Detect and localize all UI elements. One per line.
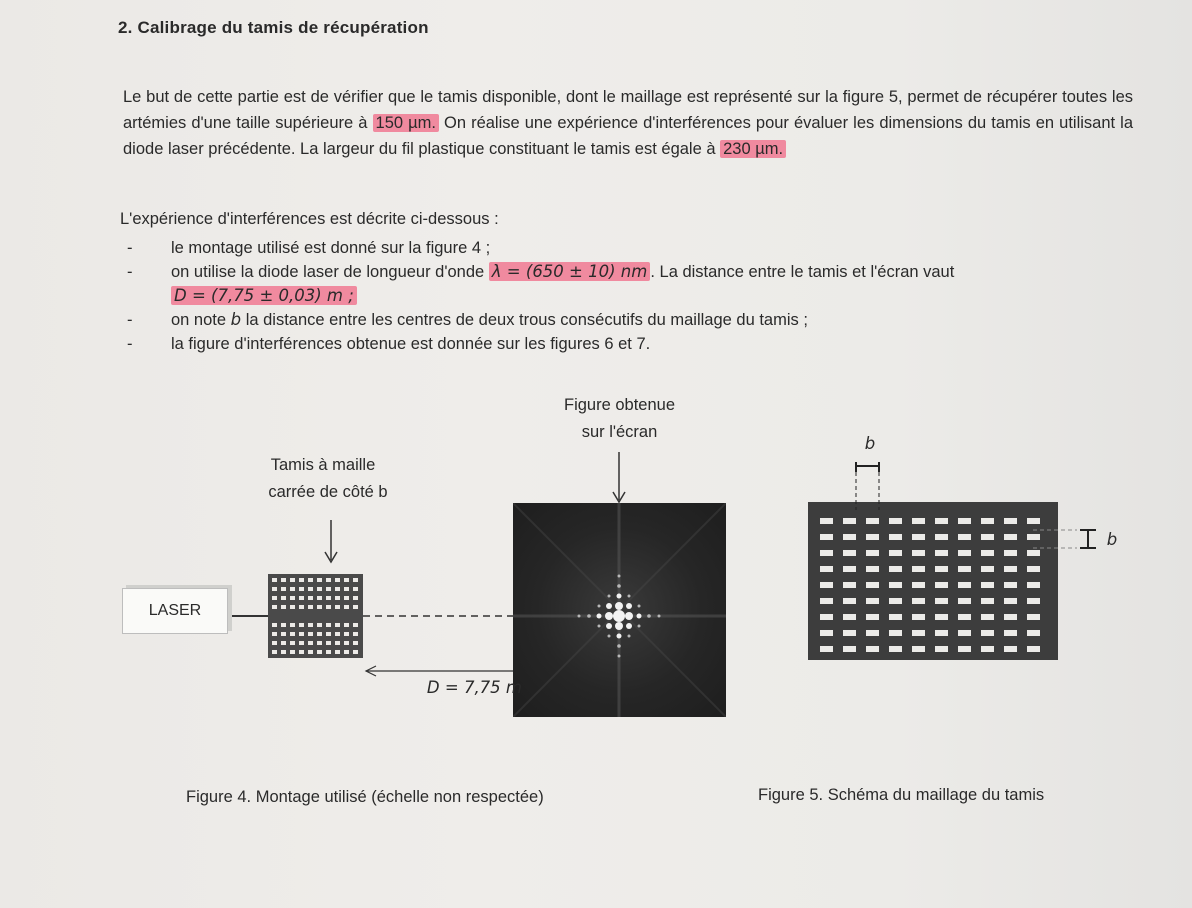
b-label-top: b <box>864 434 876 453</box>
figure-5-caption: Figure 5. Schéma du maillage du tamis <box>758 786 1045 804</box>
paragraph-text-2: On réalise une expérience d'interférences pour évaluer les dimensions du tamis en utilisant la diode laser précédente. La largeur du fil plastique constituant le tamis est égale à <box>123 114 1133 158</box>
distance-value: D = 7,75 m <box>426 678 522 697</box>
laser-label: LASER <box>148 602 202 619</box>
sieve-grid <box>268 574 363 658</box>
intro-paragraph <box>123 84 1133 162</box>
list-item: - on note b la distance entre les centres de deux trous consécutifs du maillage du tamis ; <box>127 310 808 329</box>
highlight-lambda: λ = (650 ± 10) nm <box>489 262 651 281</box>
figure-4-setup <box>118 388 738 806</box>
list-item-text: on note <box>171 311 231 329</box>
figure-5-mesh <box>758 430 1130 804</box>
screen-label-line1: Figure obtenue <box>564 396 675 414</box>
variable-b: b <box>230 310 242 329</box>
sieve-label-line1: Tamis à maille <box>270 456 376 474</box>
list-item-text: la distance entre les centres de deux trous consécutifs du maillage du tamis ; <box>241 311 808 329</box>
screen-pattern <box>513 503 726 717</box>
figure-4-caption: Figure 4. Montage utilisé (échelle non respectée) <box>186 788 544 806</box>
paragraph-text-1: Le but de cette partie est de vérifier que le tamis disponible, dont le maillage est représenté sur la figure 5, permet de récupérer toutes les artémies d'une taille supérieure à <box>123 88 1133 132</box>
highlight-distance: D = (7,75 ± 0,03) m ; <box>171 286 357 305</box>
list-item-text: la figure d'interférences obtenue est donnée sur les figures 6 et 7. <box>171 335 651 353</box>
list-item: - le montage utilisé est donné sur la figure 4 ; <box>127 239 491 257</box>
sieve-label-line2: carrée de côté b <box>268 483 388 501</box>
experiment-list <box>123 236 1133 356</box>
screen-label-line2: sur l'écran <box>581 423 658 441</box>
list-item: - la figure d'interférences obtenue est donnée sur les figures 6 et 7. <box>127 335 651 353</box>
list-item-text: le montage utilisé est donné sur la figure 4 ; <box>171 239 491 257</box>
laser-box <box>122 588 228 634</box>
mesh-diagram <box>800 430 1130 670</box>
distance-label <box>412 678 522 698</box>
section-title: 2. Calibrage du tamis de récupération <box>118 18 429 37</box>
b-label-right: b <box>1106 530 1118 549</box>
highlight-230um: 230 µm. <box>720 140 786 158</box>
list-item-text: . La distance entre le tamis et l'écran vaut <box>650 263 955 281</box>
list-item: - on utilise la diode laser de longueur d'onde λ = (650 ± 10) nm . La distance entre le tamis et l'écran vaut D = (7,75 ± 0,03) m ; <box>127 262 955 305</box>
experiment-intro: L'expérience d'interférences est décrite ci-dessous : <box>120 210 499 228</box>
diffraction-pattern <box>513 503 726 717</box>
highlight-150um: 150 µm. <box>373 114 439 132</box>
list-item-text: on utilise la diode laser de longueur d'onde <box>171 263 489 281</box>
